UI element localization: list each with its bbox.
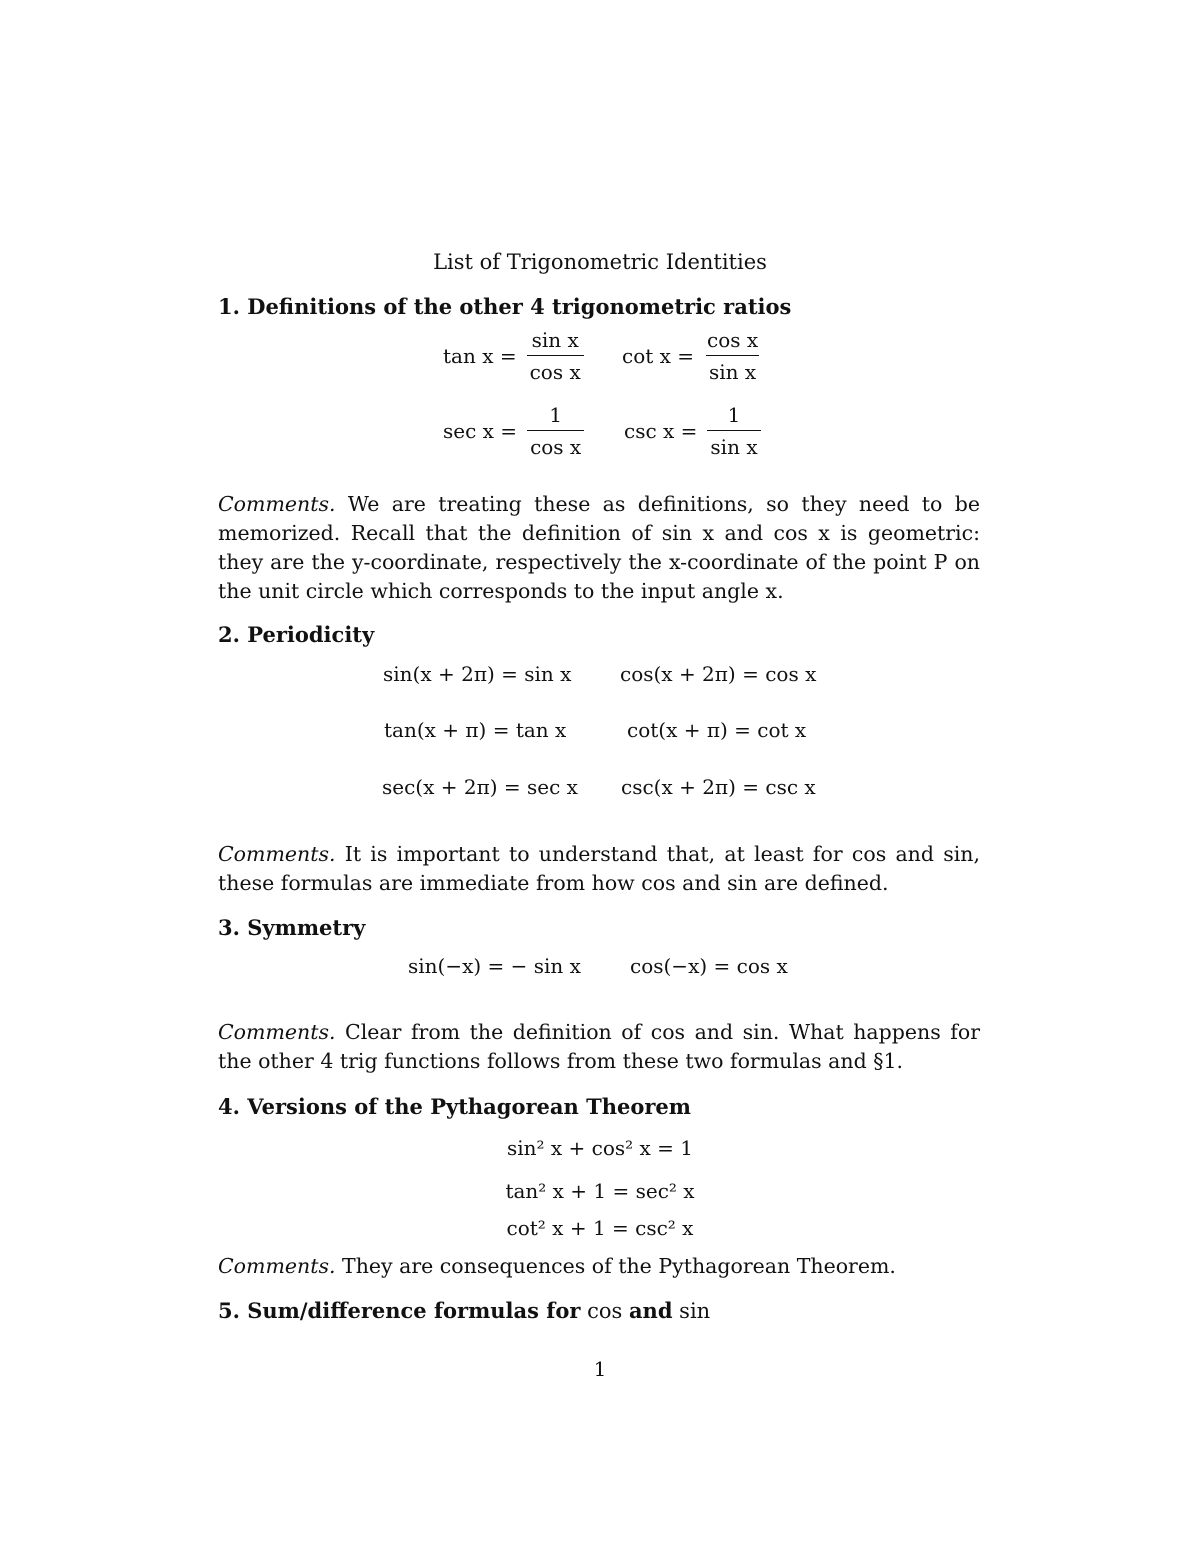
tan-definition: tan x = $\frac{\text{sin x}}{\text{cos x}}$ <box>443 328 588 384</box>
document-title: List of Trigonometric Identities <box>433 250 767 274</box>
section-5-heading: 5. Sum/difference formulas for cos and sin <box>218 1298 711 1323</box>
csc-fraction: $\frac{1}{\text{sin x}}$ <box>707 403 760 459</box>
sec-definition: sec x = $\frac{1}{\text{cos x}}$ <box>443 403 588 459</box>
section-4-comment: Comments. They are consequences of the Pythagorean Theorem. <box>218 1254 896 1278</box>
section-2-heading: 2. Periodicity <box>218 622 375 647</box>
section-2-comment: Comments. It is important to understand that, at least for cos and sin, these formulas are immediate from how cos and sin are defined. <box>218 842 980 895</box>
sec-fraction: $\frac{1}{\text{cos x}}$ <box>527 403 584 459</box>
pythagorean-line-2: tan² x + 1 = sec² x <box>505 1179 695 1203</box>
document-page: List of Trigonometric Identities 1. Definitions of the other 4 trigonometric ratios tan x = $\frac{\text{sin x}}{\text{cos x}}$ cot x = $\frac{\text{cos x}}{\text{sin x}}$ sec x = $\frac{1}{\text{cos x}}$ csc x = $\frac{1}{\text{sin x}}$ Comments. We are treating these as definitions, so they need to be memorized. Recall that the definition of sin x and cos x is geometric: they are the y-coordinate, respectively the x-coordinate of the point P on the unit circle which corresponds to the input angle x. 2. Periodicity sin(x + 2π) = sin x cos(x + 2π) = cos x tan(x + π) = tan x cot(x + π) = cot x sec(x + 2π) = sec x csc(x + 2π) = csc x Comments. It is important to understand that, at least for cos and sin, these formulas are immediate from how cos and sin are defined. 3. Symmetry sin(−x) = − sin x cos(−x) = cos x Comments. Clear from the definition of cos and sin. What happens for the other 4 trig functions follows from these two formulas and §1. 4. Versions of the Pythagorean Theorem sin² x + cos² x = 1 tan² x + 1 = sec² x cot² x + 1 = csc² x Comments. They are consequences of the Pythagorean Theorem. 5. Sum/difference formulas for cos and sin 1 <box>0 0 1200 1553</box>
page-number: 1 <box>593 1357 607 1381</box>
cot-fraction: $\frac{\text{cos x}}{\text{sin x}}$ <box>707 328 759 384</box>
csc-definition: csc x = $\frac{1}{\text{sin x}}$ <box>624 403 765 459</box>
pythagorean-line-3: cot² x + 1 = csc² x <box>506 1216 694 1240</box>
tan-fraction: $\frac{\text{sin x}}{\text{cos x}}$ <box>527 328 584 384</box>
section-1-heading: 1. Definitions of the other 4 trigonometric ratios <box>218 294 792 319</box>
pythagorean-line-1: sin² x + cos² x = 1 <box>506 1136 694 1160</box>
section-1-comment: Comments. We are treating these as definitions, so they need to be memorized. Recall that the definition of sin x and cos x is geometric: they are the y-coordinate, respectively the x-coordinate of the point P on the unit circle which corresponds to the input angle x. <box>218 492 980 603</box>
cot-definition: cot x = $\frac{\text{cos x}}{\text{sin x}}$ <box>622 328 765 384</box>
section-4-heading: 4. Versions of the Pythagorean Theorem <box>218 1094 692 1119</box>
section-3-heading: 3. Symmetry <box>218 915 366 940</box>
section-3-comment: Comments. Clear from the definition of cos and sin. What happens for the other 4 trig functions follows from these two formulas and §1. <box>218 1020 980 1073</box>
